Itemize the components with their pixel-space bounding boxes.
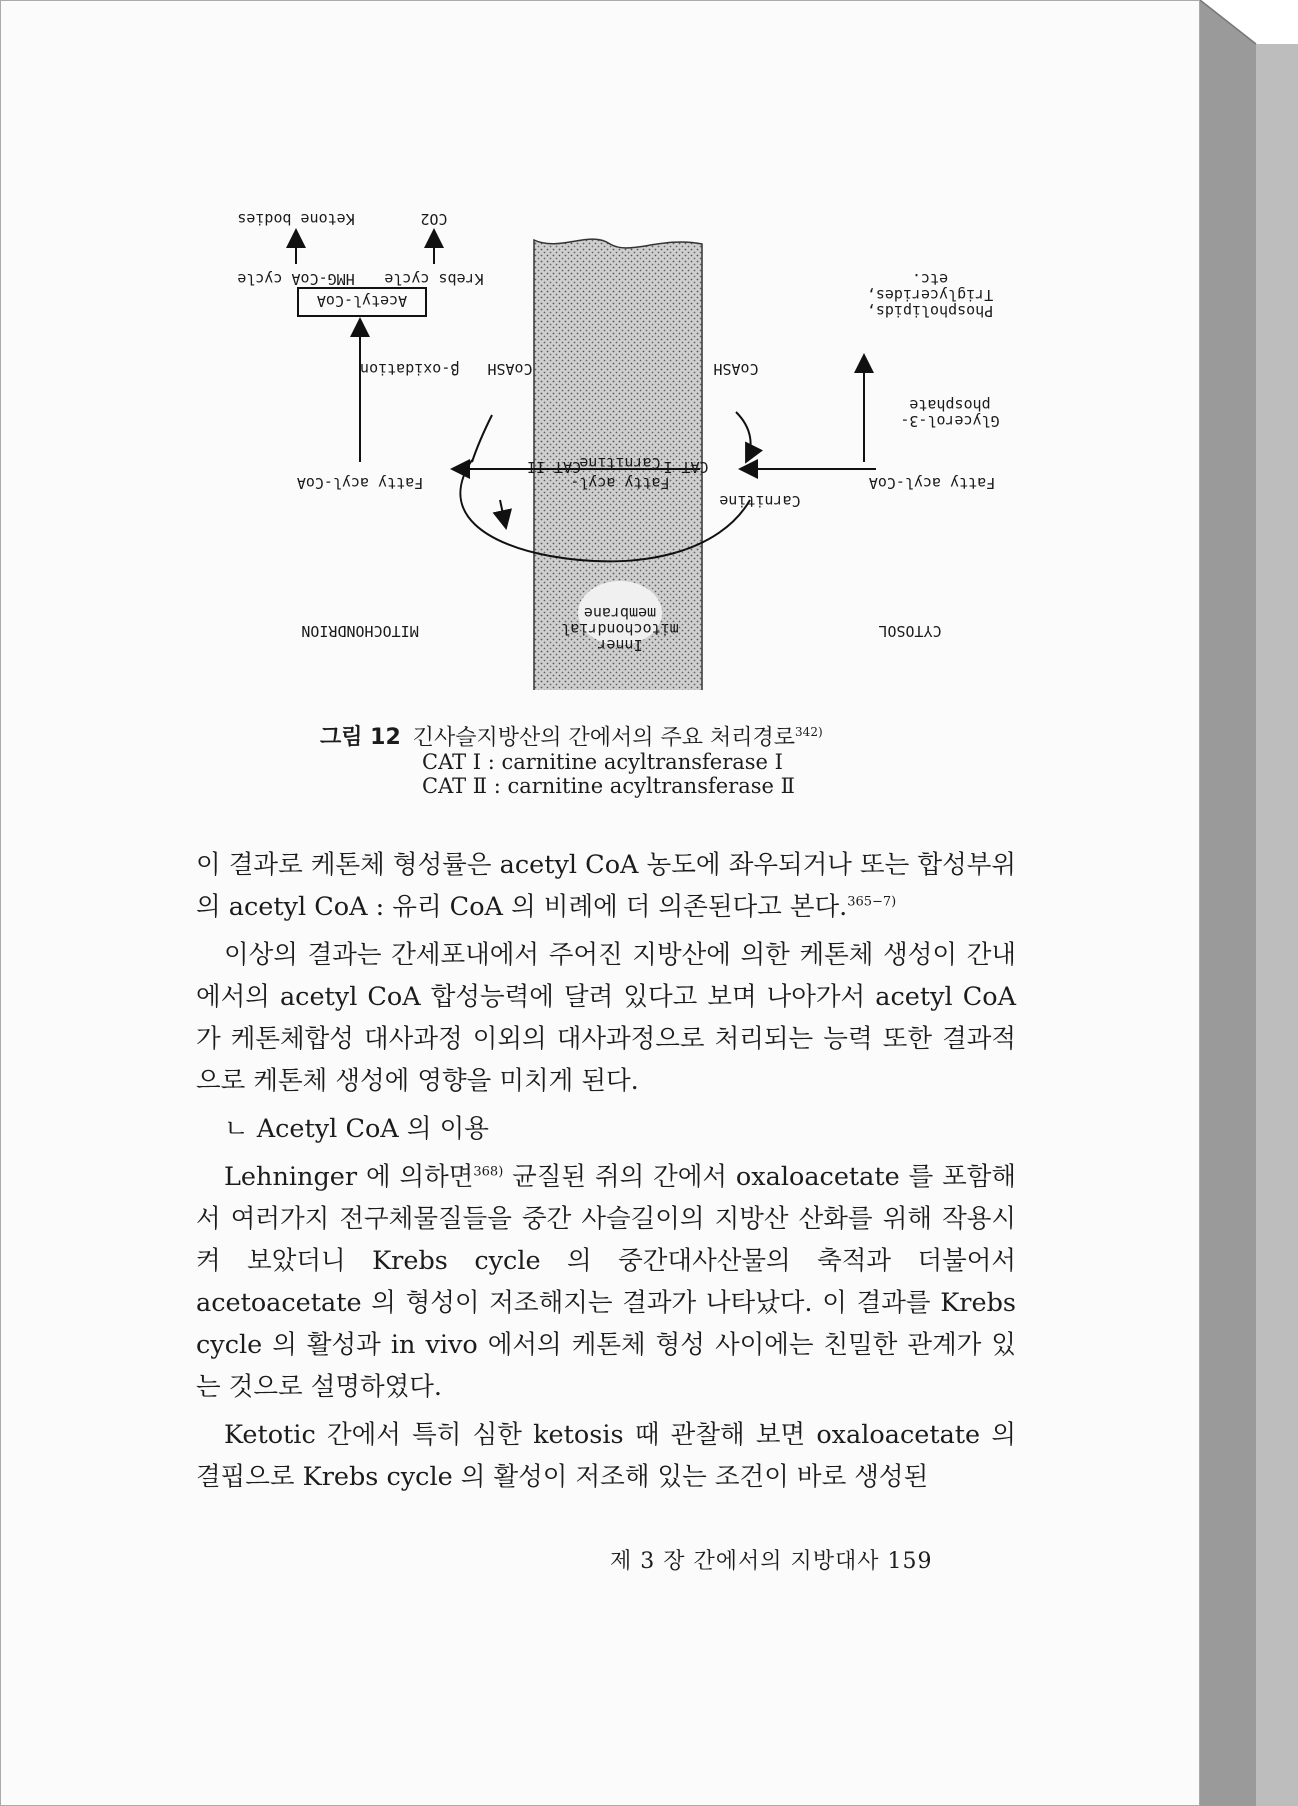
page-footer: 제 3 장 간에서의 지방대사 159 xyxy=(610,1549,933,1574)
label-co2: CO2 xyxy=(420,210,448,228)
figure-number: 그림 12 xyxy=(320,725,401,751)
fatty-acid-pathway-diagram xyxy=(180,200,1020,690)
label-coash-right: CoASH xyxy=(713,360,759,378)
label-coash-left: CoASH xyxy=(487,360,533,378)
caption-title: 긴사슬지방산의 간에서의 주요 처리경로 xyxy=(412,725,796,751)
paragraph-3-start: Lehninger 에 의하면 xyxy=(224,1162,474,1192)
label-mitochondrion: MITOCHONDRION xyxy=(301,622,419,640)
label-phospholipids: Phospholipids, xyxy=(866,302,994,320)
label-membrane-mitochondrial: mitochondrial xyxy=(561,620,679,638)
paragraph-3-rest: 균질된 쥐의 간에서 oxaloacetate 를 포함해서 여러가지 전구체물질들을 중간 사슬길이의 지방산 산화를 위해 작용시켜 보았더니 Krebs cycle 의 중간대사산물의 축적과 더불어서 acetoacetate 의 형성이 저조해지는 결과가 나타났다. 이 결과를 Krebs cycle 의 활성과 in vivo 에서의 케톤체 형성 사이에는 친밀한 관계가 있는 것으로 설명하였다. xyxy=(196,1162,1017,1402)
caption-title-line xyxy=(320,720,1020,750)
label-fatty-acyl-coa-cytosol: Fatty acyl-CoA xyxy=(868,474,996,492)
label-triglycerides: Triglycerides, xyxy=(866,286,994,304)
figure-caption xyxy=(320,720,1020,798)
paragraph-3-ref: 368) xyxy=(473,1164,504,1180)
paragraph-1 xyxy=(196,844,1016,928)
caption-cat1: CAT Ⅰ : carnitine acyltransferase Ⅰ xyxy=(422,750,783,775)
label-carnitine: Carnitine xyxy=(719,492,801,510)
paragraph-4: Ketotic 간에서 특히 심한 ketosis 때 관찰해 보면 oxaloacetate 의 결핍으로 Krebs cycle 의 활성이 저조해 있는 조건이 바로 생성된 xyxy=(196,1420,1016,1492)
label-phosphate: phosphate xyxy=(909,396,991,414)
caption-ref: 342) xyxy=(795,725,823,739)
label-cat-2: CAT II xyxy=(526,458,582,476)
label-ketone-bodies: Ketone bodies xyxy=(237,210,355,228)
label-carnitine-membrane: Carnitine xyxy=(579,454,661,472)
label-cytosol: CYTOSOL xyxy=(878,622,942,640)
label-hmg-coa-cycle: HMG-CoA cycle xyxy=(237,270,355,288)
caption-cat2: CAT Ⅱ : carnitine acyltransferase Ⅱ xyxy=(422,774,795,799)
label-fatty-acyl-carnitine: Fatty acyl- xyxy=(570,474,670,492)
label-fatty-acyl-coa-mito: Fatty acyl-CoA xyxy=(296,474,424,492)
body-text xyxy=(196,844,1016,1498)
label-membrane-inner: Inner xyxy=(597,636,643,654)
label-membrane-word: membrane xyxy=(583,604,657,622)
paragraph-3 xyxy=(196,1156,1016,1408)
paragraph-1-ref: 365−7) xyxy=(847,894,897,910)
label-etc: etc. xyxy=(911,270,949,288)
section-heading: ㄴ Acetyl CoA 의 이용 xyxy=(224,1114,489,1144)
paragraph-1-text: 이 결과로 케톤체 형성률은 acetyl CoA 농도에 좌우되거나 또는 합성부위의 acetyl CoA : 유리 CoA 의 비례에 더 의존된다고 본다. xyxy=(196,850,1016,922)
label-krebs-cycle: Krebs cycle xyxy=(384,270,484,288)
label-glycerol-3: Glycerol-3- xyxy=(900,412,1000,430)
paragraph-2: 이상의 결과는 간세포내에서 주어진 지방산에 의한 케톤체 생성이 간내에서의 acetyl CoA 합성능력에 달려 있다고 보며 나아가서 acetyl CoA 가 케톤체합성 대사과정 이외의 대사과정으로 처리되는 능력 또한 결과적으로 케톤체 생성에 영향을 미치게 된다. xyxy=(196,940,1016,1096)
label-beta-oxidation: β-oxidation xyxy=(360,360,460,378)
label-cat-1: CAT I xyxy=(663,458,709,476)
label-acetyl-coa: Acetyl-CoA xyxy=(316,292,408,310)
